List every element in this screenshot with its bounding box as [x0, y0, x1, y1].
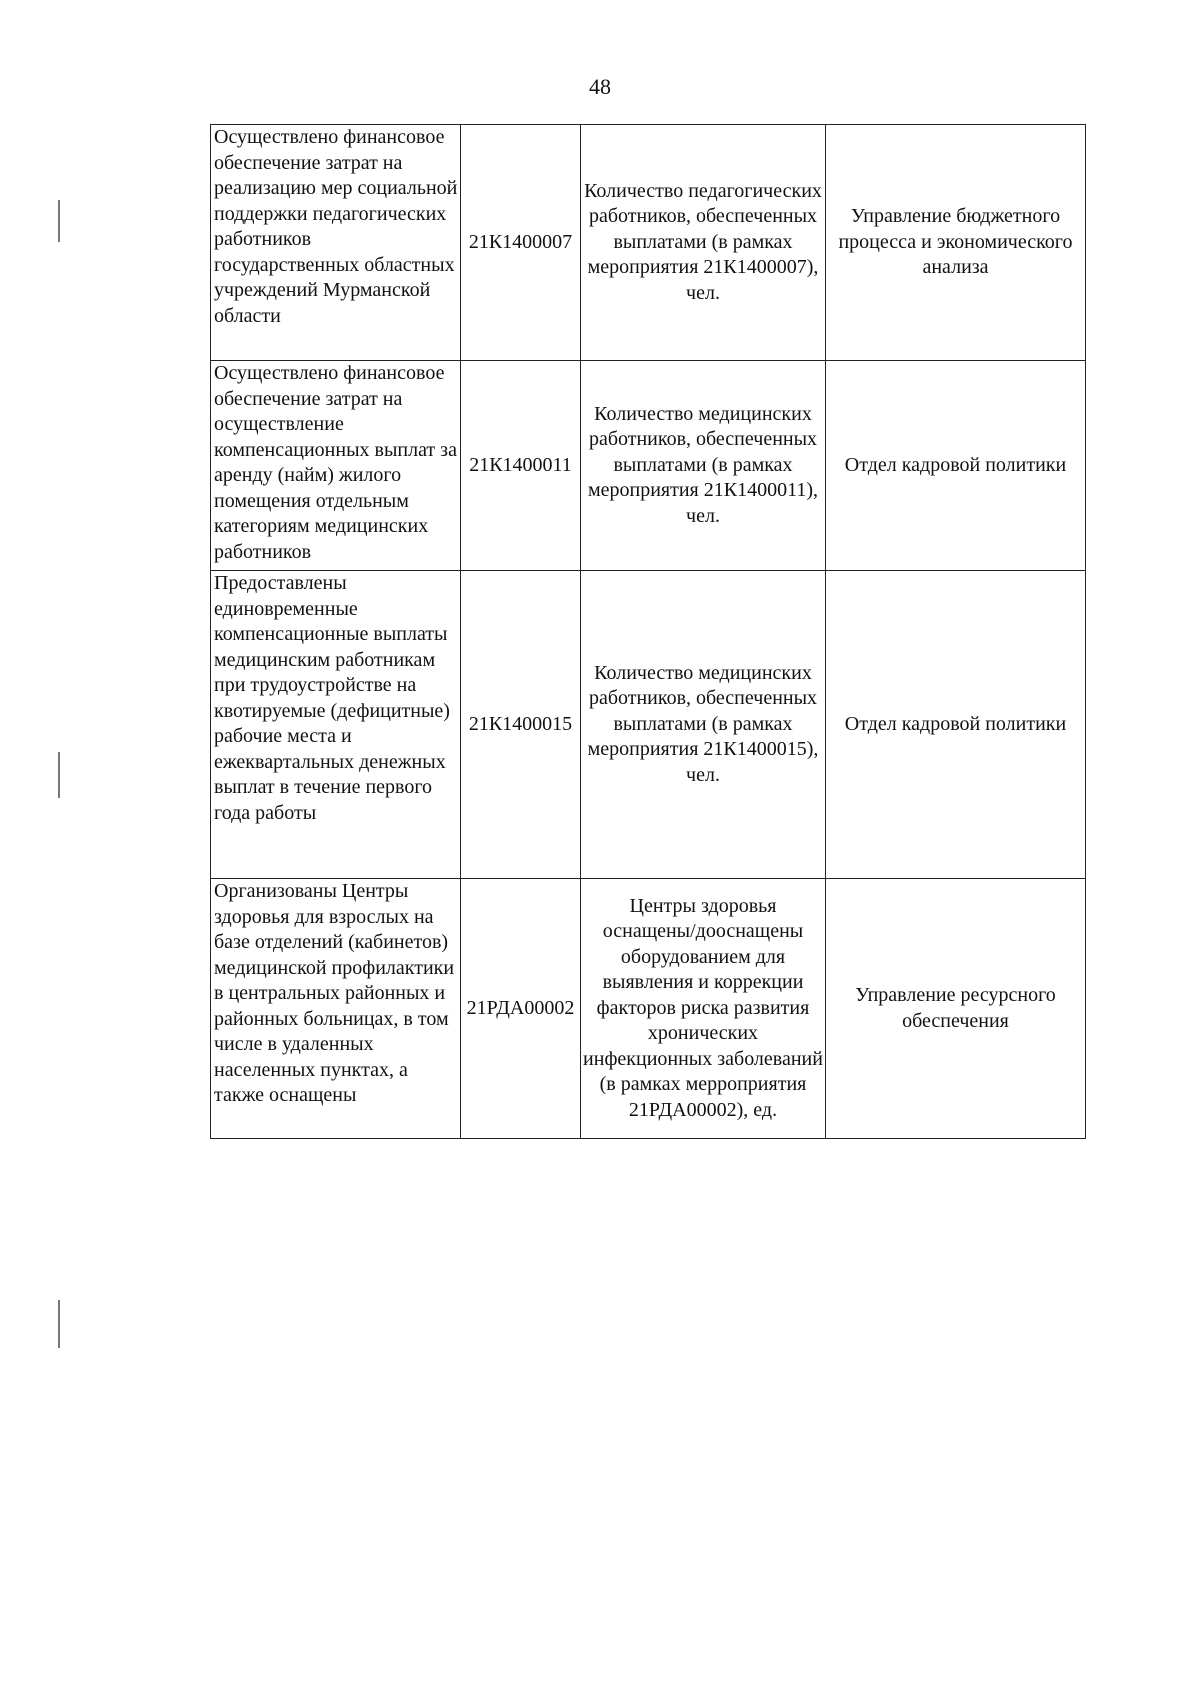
- table-row: [211, 125, 1086, 361]
- row-code: 21К1400007: [461, 125, 581, 361]
- row-code: 21К1400015: [461, 571, 581, 879]
- scan-mark: [58, 1300, 60, 1348]
- row-description: Осуществлено финансовое обеспечение затрат на реализацию мер социальной поддержки педагогических работников государственных областных учреждений Мурманской области: [211, 125, 461, 361]
- table-row: [211, 879, 1086, 1139]
- row-responsible: Отдел кадровой политики: [826, 571, 1086, 879]
- row-indicator: Количество педагогических работников, обеспеченных выплатами (в рамках мероприятия 21К1400007), чел.: [581, 125, 826, 361]
- row-code: 21РДА00002: [461, 879, 581, 1139]
- row-indicator: Количество медицинских работников, обеспеченных выплатами (в рамках мероприятия 21К1400011), чел.: [581, 361, 826, 571]
- row-code: 21К1400011: [461, 361, 581, 571]
- row-indicator: Центры здоровья оснащены/дооснащены оборудованием для выявления и коррекции факторов риска развития хронических инфекционных заболеваний (в рамках мерроприятия 21РДА00002), ед.: [581, 879, 826, 1139]
- row-responsible: Управление бюджетного процесса и экономического анализа: [826, 125, 1086, 361]
- scan-mark: [58, 752, 60, 798]
- table-row: [211, 361, 1086, 571]
- row-responsible: Отдел кадровой политики: [826, 361, 1086, 571]
- page-number: 48: [589, 74, 611, 99]
- row-description: Организованы Центры здоровья для взрослых на базе отделений (кабинетов) медицинской профилактики в центральных районных и районных больницах, в том числе в удаленных населенных пунктах, а также оснащены: [211, 879, 461, 1139]
- row-indicator: Количество медицинских работников, обеспеченных выплатами (в рамках мероприятия 21К1400015), чел.: [581, 571, 826, 879]
- row-responsible: Управление ресурсного обеспечения: [826, 879, 1086, 1139]
- table-row: [211, 571, 1086, 879]
- document-table: [210, 124, 1086, 1139]
- row-description: Осуществлено финансовое обеспечение затрат на осуществление компенсационных выплат за аренду (найм) жилого помещения отдельным категориям медицинских работников: [211, 361, 461, 571]
- row-description: Предоставлены единовременные компенсационные выплаты медицинским работникам при трудоустройстве на квотируемые (дефицитные) рабочие места и ежеквартальных денежных выплат в течение первого года работы: [211, 571, 461, 879]
- scan-mark: [58, 200, 60, 242]
